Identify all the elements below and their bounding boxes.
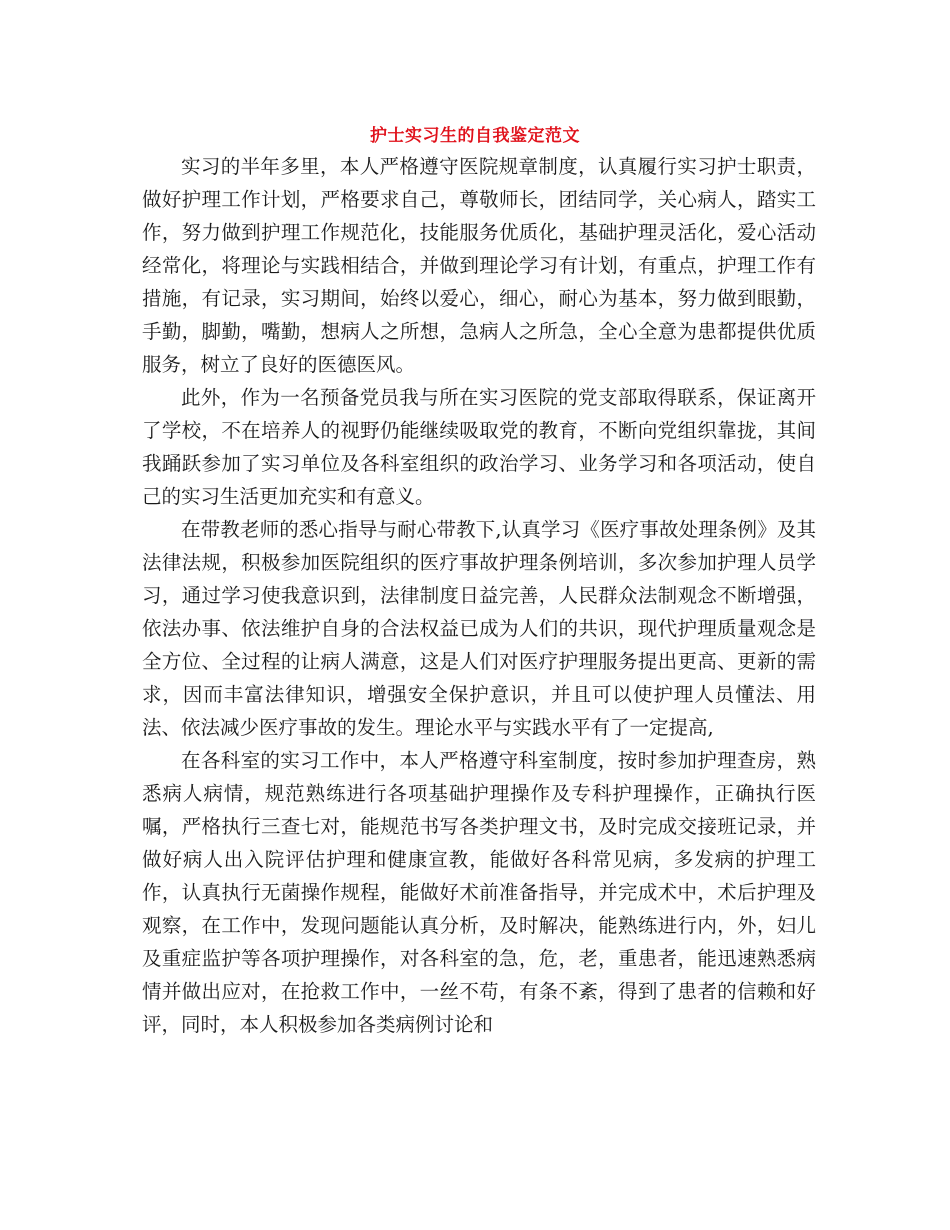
paragraph-4: 在各科室的实习工作中，本人严格遵守科室制度，按时参加护理查房，熟悉病人病情，规范熟练进行各项基础护理操作及专科护理操作，正确执行医嘱，严格执行三查七对，能规范书写各类护理文书，及时完成交接班记录，并做好病人出入院评估护理和健康宣教，能做好各科常见病，多发病的护理工作，认真执行无菌操作规程，能做好术前准备指导，并完成术中，术后护理及观察，在工作中，发现问题能认真分析，及时解决，能熟练进行内，外，妇儿及重症监护等各项护理操作，对各科室的急，危，老，重患者，能迅速熟悉病情并做出应对，在抢救工作中，一丝不苟，有条不紊，得到了患者的信赖和好评，同时，本人积极参加各类病例讨论和 [142, 749, 816, 1036]
paragraph-1: 实习的半年多里，本人严格遵守医院规章制度，认真履行实习护士职责，做好护理工作计划，严格要求自己，尊敬师长，团结同学，关心病人，踏实工作，努力做到护理工作规范化，技能服务优质化，基础护理灵活化，爱心活动经常化，将理论与实践相结合，并做到理论学习有计划，有重点，护理工作有措施，有记录，实习期间，始终以爱心，细心，耐心为基本，努力做到眼勤，手勤，脚勤，嘴勤，想病人之所想，急病人之所急，全心全意为患都提供优质服务，树立了良好的医德医风。 [142, 155, 816, 376]
paragraph-2: 此外，作为一名预备党员我与所在实习医院的党支部取得联系，保证离开了学校，不在培养人的视野仍能继续吸取党的教育，不断向党组织靠拢，其间我踊跃参加了实习单位及各科室组织的政治学习、业务学习和各项活动，使自己的实习生活更加充实和有意义。 [142, 386, 816, 508]
document-title: 护士实习生的自我鉴定范文 [370, 126, 580, 146]
document-body [142, 150, 816, 1041]
paragraph-3: 在带教老师的悉心指导与耐心带教下,认真学习《医疗事故处理条例》及其法律法规，积极参加医院组织的医疗事故护理条例培训，多次参加护理人员学习，通过学习使我意识到，法律制度日益完善，人民群众法制观念不断增强，依法办事、依法维护自身的合法权益已成为人们的共识，现代护理质量观念是全方位、全过程的让病人满意，这是人们对医疗护理服务提出更高、更新的需求，因而丰富法律知识，增强安全保护意识，并且可以使护理人员懂法、用法、依法减少医疗事故的发生。理论水平与实践水平有了一定提高, [142, 518, 816, 739]
